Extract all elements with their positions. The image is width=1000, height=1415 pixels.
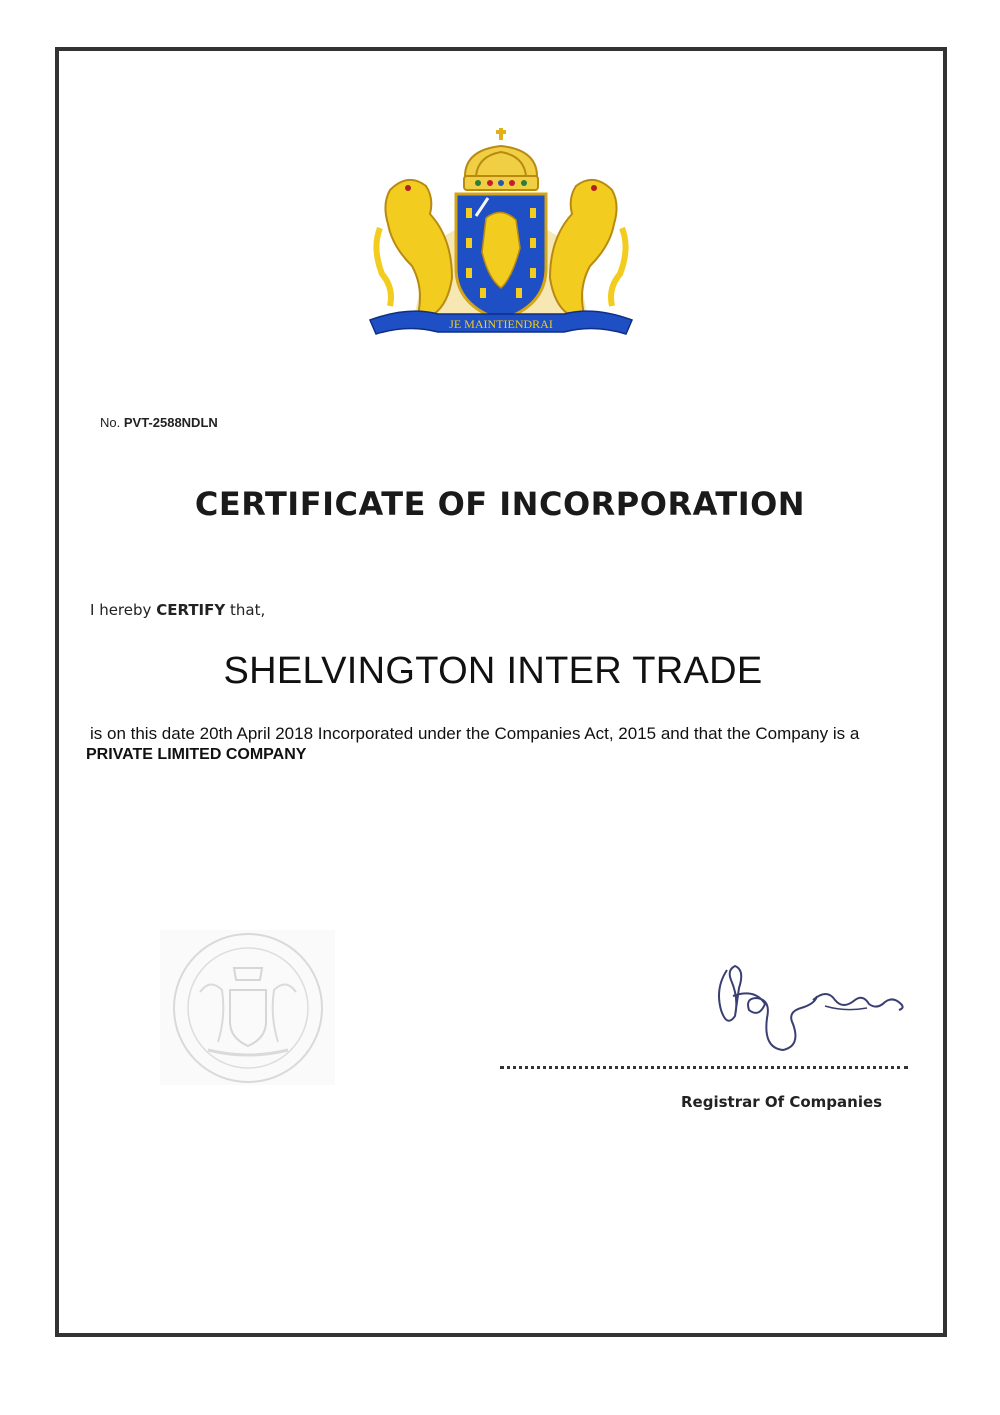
- number-value: PVT-2588NDLN: [123, 415, 218, 430]
- certify-line: [90, 601, 265, 619]
- certify-prefix: I hereby: [90, 601, 152, 619]
- registrar-signature: [705, 958, 910, 1058]
- coat-of-arms-icon: [368, 128, 634, 340]
- signatory-title: Registrar Of Companies: [681, 1093, 883, 1111]
- motto-text: JE MAINTIENDRAI: [449, 317, 553, 331]
- seal-stamp-icon: [160, 930, 335, 1085]
- company-name: SHELVINGTON INTER TRADE: [223, 650, 763, 692]
- number-label: No.: [100, 415, 121, 430]
- certify-bold: CERTIFY: [156, 601, 226, 619]
- certify-suffix: that,: [230, 601, 266, 619]
- certificate-number: [100, 415, 218, 430]
- certificate-title: CERTIFICATE OF INCORPORATION: [194, 485, 806, 523]
- signature-line: [500, 1058, 908, 1069]
- incorporation-statement: is on this date 20th April 2018 Incorporated under the Companies Act, 2015 and that the Company is a: [90, 724, 860, 743]
- company-type: PRIVATE LIMITED COMPANY: [86, 746, 307, 763]
